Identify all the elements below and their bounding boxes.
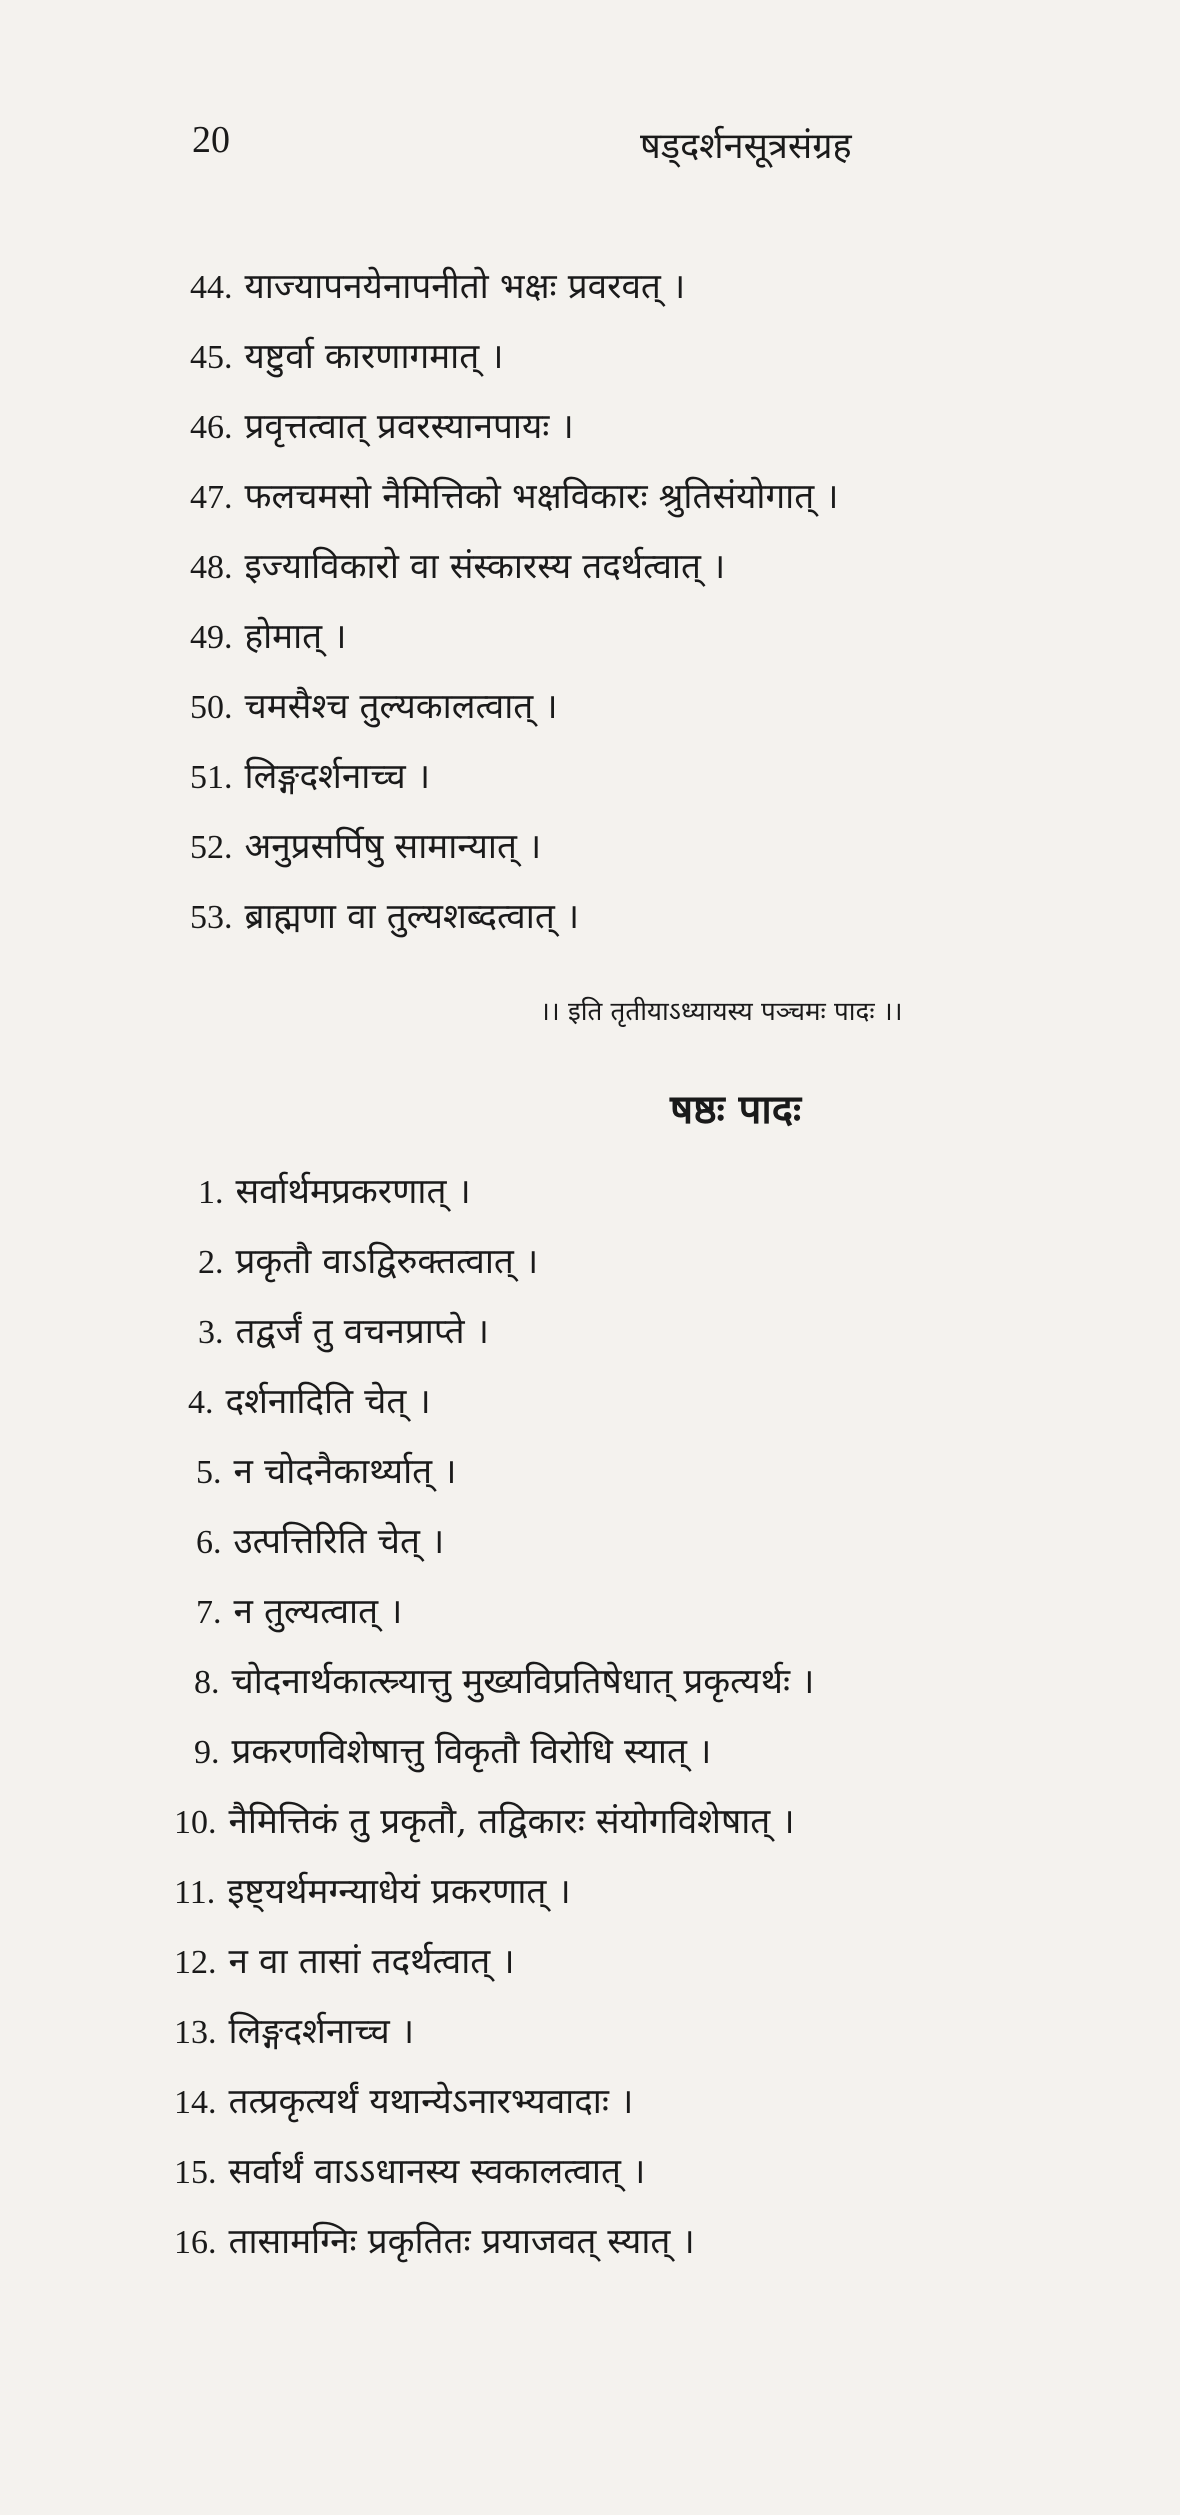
- sutra-line: [190, 477, 839, 517]
- sutra-line: [198, 1312, 489, 1352]
- sutra-line: [174, 2012, 415, 2052]
- sutra-text: तासामग्निः प्रकृतितः प्रयाजवत् स्यात् ।: [228, 2222, 695, 2262]
- sutra-line: [194, 1732, 712, 1772]
- sutra-text: प्रकृतौ वाऽद्विरुक्तत्वात् ।: [235, 1242, 539, 1282]
- sutra-text: प्रकरणविशेषात्तु विकृतौ विरोधि स्यात् ।: [231, 1732, 712, 1772]
- sutra-number: 5.: [196, 1454, 222, 1491]
- sutra-number: 53.: [190, 899, 233, 936]
- sutra-text: चमसैश्च तुल्यकालत्वात् ।: [244, 687, 558, 727]
- sutra-number: 47.: [190, 479, 233, 516]
- sutra-number: 50.: [190, 689, 233, 726]
- sutra-line: [174, 1872, 571, 1912]
- sutra-line: [196, 1522, 445, 1562]
- sutra-number: 52.: [190, 829, 233, 866]
- sutra-text: न तुल्यत्वात् ।: [233, 1592, 403, 1632]
- sutra-number: 2.: [198, 1244, 224, 1281]
- sutra-line: [196, 1592, 403, 1632]
- sutra-line: [194, 1662, 815, 1702]
- sutra-number: 9.: [194, 1734, 220, 1771]
- sutra-text: तद्वर्जं तु वचनप्राप्ते ।: [235, 1312, 489, 1352]
- sutra-line: [188, 1382, 431, 1422]
- page-header: [0, 118, 1180, 178]
- sutra-line: [174, 2082, 634, 2122]
- sutra-text: दर्शनादिति चेत् ।: [225, 1382, 431, 1422]
- sutra-text: सर्वार्थमप्रकरणात् ।: [235, 1172, 471, 1212]
- sutra-line: [190, 407, 574, 447]
- sutra-number: 3.: [198, 1314, 224, 1351]
- sutra-line: [174, 2152, 646, 2192]
- sutra-text: चोदनार्थकात्स्र्यात्तु मुख्यविप्रतिषेधात् प्रकृत्यर्थः ।: [231, 1662, 815, 1702]
- section-heading: षष्ठः पादः: [670, 1086, 802, 1133]
- sutra-text: ब्राह्मणा वा तुल्यशब्दत्वात् ।: [244, 897, 580, 937]
- sutra-text: सर्वार्थं वाऽऽधानस्य स्वकालत्वात् ।: [228, 2152, 646, 2192]
- sutra-line: [190, 687, 558, 727]
- sutra-number: 16.: [174, 2224, 217, 2261]
- sutra-text: नैमित्तिकं तु प्रकृतौ, तद्विकारः संयोगविशेषात् ।: [228, 1802, 795, 1842]
- sutra-line: [190, 547, 726, 587]
- sutra-number: 7.: [196, 1594, 222, 1631]
- sutra-number: 10.: [174, 1804, 217, 1841]
- sutra-number: 51.: [190, 759, 233, 796]
- sutra-number: 48.: [190, 549, 233, 586]
- sutra-line: [190, 757, 431, 797]
- sutra-number: 13.: [174, 2014, 217, 2051]
- sutra-line: [198, 1172, 471, 1212]
- sutra-number: 14.: [174, 2084, 217, 2121]
- sutra-line: [190, 827, 542, 867]
- sutra-number: 45.: [190, 339, 233, 376]
- sutra-text: न चोदनैकार्थ्यात् ।: [233, 1452, 457, 1492]
- sutra-number: 44.: [190, 269, 233, 306]
- sutra-line: [190, 337, 504, 377]
- sutra-text: तत्प्रकृत्यर्थं यथान्येऽनारभ्यवादाः ।: [228, 2082, 634, 2122]
- sutra-line: [174, 2222, 695, 2262]
- sutra-text: न वा तासां तदर्थत्वात् ।: [228, 1942, 515, 1982]
- sutra-line: [190, 617, 347, 657]
- sutra-number: 4.: [188, 1384, 214, 1421]
- sutra-text: इज्याविकारो वा संस्कारस्य तदर्थत्वात् ।: [244, 547, 726, 587]
- sutra-text: यष्टुर्वा कारणागमात् ।: [244, 337, 504, 377]
- sutra-text: लिङ्गदर्शनाच्च ।: [244, 757, 431, 797]
- sutra-number: 1.: [198, 1174, 224, 1211]
- sutra-text: अनुप्रसर्पिषु सामान्यात् ।: [244, 827, 542, 867]
- page-number: 20: [192, 119, 230, 161]
- sutra-line: [196, 1452, 457, 1492]
- sutra-number: 46.: [190, 409, 233, 446]
- sutra-number: 11.: [174, 1874, 216, 1911]
- sutra-text: याज्यापनयेनापनीतो भक्षः प्रवरवत् ।: [244, 267, 686, 307]
- sutra-text: होमात् ।: [244, 617, 347, 657]
- sutra-text: उत्पत्तिरिति चेत् ।: [233, 1522, 445, 1562]
- sutra-number: 8.: [194, 1664, 220, 1701]
- sutra-text: लिङ्गदर्शनाच्च ।: [228, 2012, 415, 2052]
- sutra-number: 15.: [174, 2154, 217, 2191]
- chapter-colophon: ।। इति तृतीयाऽध्यायस्य पञ्चमः पादः ।।: [540, 997, 903, 1027]
- sutra-text: फलचमसो नैमित्तिको भक्षविकारः श्रुतिसंयोगात् ।: [244, 477, 839, 517]
- sutra-number: 12.: [174, 1944, 217, 1981]
- sutra-line: [174, 1942, 515, 1982]
- running-title: षड्दर्शनसूत्रसंग्रह: [640, 126, 852, 167]
- sutra-line: [190, 267, 686, 307]
- sutra-number: 6.: [196, 1524, 222, 1561]
- sutra-line: [190, 897, 580, 937]
- sutra-line: [174, 1802, 795, 1842]
- sutra-text: इष्ट्यर्थमग्न्याधेयं प्रकरणात् ।: [227, 1872, 571, 1912]
- sutra-text: प्रवृत्तत्वात् प्रवरस्यानपायः ।: [244, 407, 574, 447]
- sutra-line: [198, 1242, 539, 1282]
- sutra-number: 49.: [190, 619, 233, 656]
